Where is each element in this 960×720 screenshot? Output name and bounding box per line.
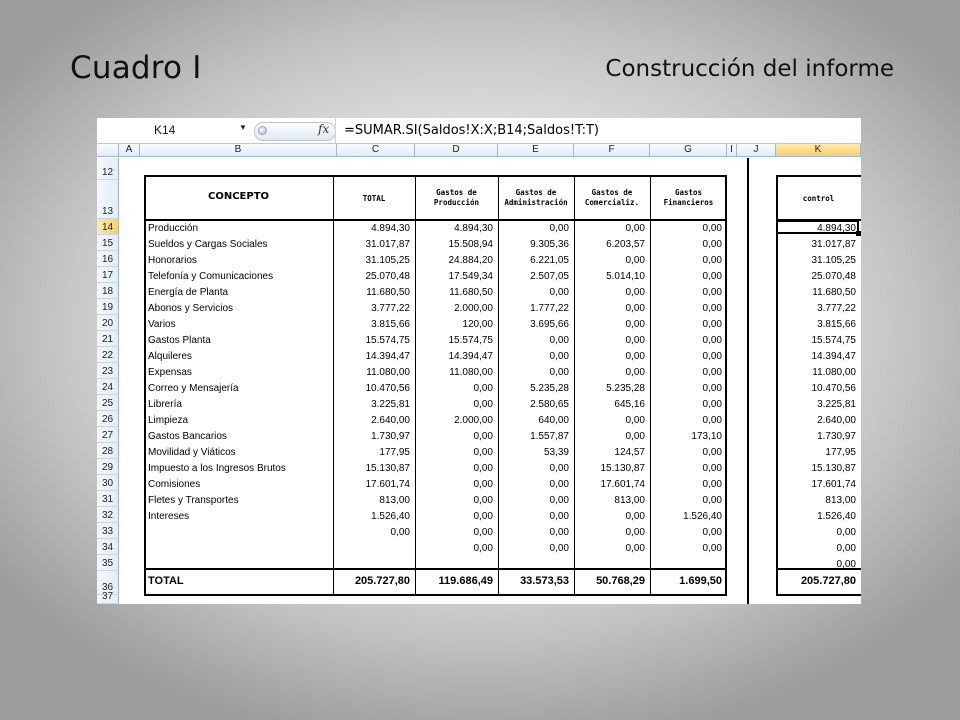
row-header-25[interactable] bbox=[97, 395, 119, 411]
row-number: 26 bbox=[101, 414, 114, 425]
table-cell-total: 3.777,22 bbox=[371, 303, 410, 314]
table-cell-financieros: 0,00 bbox=[702, 335, 722, 346]
table-cell-administracion: 0,00 bbox=[549, 463, 569, 474]
table-cell-produccion: 0,00 bbox=[473, 527, 493, 538]
table-cell-administracion: 0,00 bbox=[549, 223, 569, 234]
table-cell-financieros: 0,00 bbox=[702, 287, 722, 298]
row-header-28[interactable] bbox=[97, 443, 119, 459]
heading-line: Gastos de bbox=[591, 188, 633, 197]
row-header-26[interactable] bbox=[97, 411, 119, 427]
table-cell-produccion: 15.574,75 bbox=[448, 335, 493, 346]
row-header-29[interactable] bbox=[97, 459, 119, 475]
table-cell-total: 1.730,97 bbox=[371, 431, 410, 442]
table-cell-financieros: 0,00 bbox=[702, 319, 722, 330]
table-cell-administracion: 0,00 bbox=[549, 527, 569, 538]
table-cell-produccion: 0,00 bbox=[473, 463, 493, 474]
table-cell-comercializ: 6.203,57 bbox=[606, 239, 645, 250]
total-cell-comercializ: 50.768,29 bbox=[596, 575, 645, 587]
table-cell-comercializ: 0,00 bbox=[625, 255, 645, 266]
row-number: 20 bbox=[101, 318, 114, 329]
table-cell-produccion bbox=[415, 557, 493, 572]
table-cell-administracion: 2.580,65 bbox=[530, 399, 569, 410]
control-cell: 0,00 bbox=[836, 543, 856, 554]
table-cell-produccion: 24.884,20 bbox=[448, 255, 493, 266]
table-cell-concepto: Energía de Planta bbox=[148, 287, 229, 298]
table-cell-concepto: Limpieza bbox=[148, 415, 189, 426]
table-cell-financieros: 0,00 bbox=[702, 415, 722, 426]
control-cell: 11.680,50 bbox=[812, 287, 856, 298]
insert-function-icon[interactable]: fx bbox=[318, 122, 330, 136]
table-cell-concepto: Intereses bbox=[148, 511, 190, 522]
control-cell: 25.070,48 bbox=[811, 271, 856, 282]
table-cell-comercializ bbox=[574, 557, 645, 572]
row-header-14[interactable] bbox=[97, 219, 119, 235]
table-cell-concepto: Expensas bbox=[148, 367, 192, 378]
column-heading-administracion bbox=[498, 188, 574, 208]
table-cell-comercializ: 0,00 bbox=[625, 431, 645, 442]
table-cell-concepto: Librería bbox=[148, 399, 182, 410]
table-cell-concepto bbox=[148, 541, 331, 556]
control-cell: 3.225,81 bbox=[817, 399, 856, 410]
table-cell-comercializ: 17.601,74 bbox=[600, 479, 645, 490]
row-number: 27 bbox=[101, 430, 114, 441]
table-cell-financieros: 0,00 bbox=[702, 367, 722, 378]
table-cell-concepto: Sueldos y Cargas Sociales bbox=[148, 239, 268, 250]
row-number: 36 bbox=[101, 582, 114, 593]
table-cell-total: 813,00 bbox=[379, 495, 410, 506]
control-cell: 3.815,66 bbox=[817, 319, 856, 330]
column-header-g[interactable]: G bbox=[650, 144, 727, 157]
table-cell-total: 177,95 bbox=[379, 447, 410, 458]
table-cell-comercializ: 0,00 bbox=[625, 223, 645, 234]
column-header-f[interactable]: F bbox=[574, 144, 650, 157]
row-header-22[interactable] bbox=[97, 347, 119, 363]
control-cell: 3.777,22 bbox=[817, 303, 856, 314]
control-cell: 1.730,97 bbox=[817, 431, 856, 442]
column-header-e[interactable]: E bbox=[498, 144, 574, 157]
table-cell-total: 17.601,74 bbox=[365, 479, 410, 490]
table-cell-comercializ: 0,00 bbox=[625, 319, 645, 330]
table-cell-comercializ: 5.235,28 bbox=[606, 383, 645, 394]
table-cell-total: 3.225,81 bbox=[371, 399, 410, 410]
table-cell-total: 15.574,75 bbox=[365, 335, 410, 346]
table-cell-total: 14.394,47 bbox=[365, 351, 410, 362]
control-cell: 17.601,74 bbox=[811, 479, 856, 490]
row-number: 16 bbox=[101, 254, 114, 265]
column-header-c[interactable]: C bbox=[337, 144, 415, 157]
name-box[interactable] bbox=[99, 121, 249, 139]
row-number: 25 bbox=[101, 398, 114, 409]
row-number: 12 bbox=[101, 167, 114, 178]
table-cell-total: 11.680,50 bbox=[366, 287, 410, 298]
table-cell-financieros: 0,00 bbox=[702, 543, 722, 554]
table-cell-produccion: 120,00 bbox=[462, 319, 493, 330]
table-cell-produccion: 0,00 bbox=[473, 479, 493, 490]
table-cell-produccion: 11.080,00 bbox=[449, 367, 493, 378]
row-number: 19 bbox=[101, 302, 114, 313]
table-cell-comercializ: 0,00 bbox=[625, 303, 645, 314]
table-cell-comercializ: 645,16 bbox=[614, 399, 645, 410]
row-header-31[interactable] bbox=[97, 491, 119, 507]
table-cell-concepto: Impuesto a los Ingresos Brutos bbox=[148, 463, 286, 474]
chevron-down-icon[interactable]: ▼ bbox=[239, 123, 247, 132]
table-cell-produccion: 11.680,50 bbox=[449, 287, 493, 298]
heading-line: Administración bbox=[504, 198, 568, 207]
row-number: 29 bbox=[101, 462, 114, 473]
table-cell-concepto: Gastos Planta bbox=[148, 335, 211, 346]
table-cell-administracion: 9.305,36 bbox=[530, 239, 569, 250]
control-cell: 15.574,75 bbox=[811, 335, 856, 346]
table-cell-financieros: 0,00 bbox=[702, 271, 722, 282]
resize-knob-icon bbox=[258, 126, 267, 135]
table-cell-total: 4.894,30 bbox=[371, 223, 410, 234]
row-header-12[interactable] bbox=[97, 158, 119, 180]
column-header-i[interactable]: I bbox=[727, 144, 737, 157]
table-cell-comercializ: 0,00 bbox=[625, 351, 645, 362]
row-number: 28 bbox=[101, 446, 114, 457]
column-header-j[interactable]: J bbox=[737, 144, 776, 157]
row-header-35[interactable] bbox=[97, 555, 119, 571]
table-cell-produccion: 15.508,94 bbox=[448, 239, 493, 250]
table-cell-financieros: 0,00 bbox=[702, 303, 722, 314]
table-cell-financieros: 1.526,40 bbox=[683, 511, 722, 522]
table-cell-concepto: Telefonía y Comunicaciones bbox=[148, 271, 274, 282]
table-cell-concepto: Abonos y Servicios bbox=[148, 303, 234, 314]
heading-line: Gastos de bbox=[436, 188, 477, 197]
table-cell-administracion: 0,00 bbox=[549, 511, 569, 522]
table-cell-produccion: 0,00 bbox=[473, 383, 493, 394]
heading-line: Producción bbox=[433, 198, 480, 207]
table-cell-financieros: 0,00 bbox=[702, 351, 722, 362]
table-cell-comercializ: 0,00 bbox=[625, 367, 645, 378]
heading-line: Gastos bbox=[674, 188, 703, 197]
table-cell-total bbox=[333, 541, 410, 556]
heading-line: Comercializ. bbox=[584, 198, 640, 207]
table-cell-financieros: 0,00 bbox=[702, 255, 722, 266]
table-cell-administracion: 0,00 bbox=[549, 543, 569, 554]
table-cell-administracion: 5.235,28 bbox=[530, 383, 569, 394]
table-cell-total: 10.470,56 bbox=[365, 383, 410, 394]
table-cell-total: 31.017,87 bbox=[365, 239, 410, 250]
row-header-30[interactable] bbox=[97, 475, 119, 491]
table-cell-concepto: Gastos Bancarios bbox=[148, 431, 227, 442]
row-header-24[interactable] bbox=[97, 379, 119, 395]
table-cell-concepto: Movilidad y Viáticos bbox=[148, 447, 236, 458]
table-cell-produccion: 0,00 bbox=[473, 511, 493, 522]
table-cell-financieros: 0,00 bbox=[702, 527, 722, 538]
table-cell-administracion bbox=[498, 557, 569, 572]
row-number: 31 bbox=[101, 494, 114, 505]
row-header-27[interactable] bbox=[97, 427, 119, 443]
control-cell: 11.080,00 bbox=[812, 367, 856, 378]
row-header-15[interactable] bbox=[97, 235, 119, 251]
row-header-20[interactable] bbox=[97, 315, 119, 331]
column-header-d[interactable]: D bbox=[415, 144, 498, 157]
table-cell-comercializ: 15.130,87 bbox=[600, 463, 645, 474]
column-heading-concepto: CONCEPTO bbox=[207, 191, 270, 202]
table-cell-comercializ: 0,00 bbox=[625, 543, 645, 554]
table-cell-financieros: 0,00 bbox=[702, 239, 722, 250]
heading-line: Financieros bbox=[663, 198, 714, 207]
table-cell-administracion: 0,00 bbox=[549, 287, 569, 298]
row-number: 35 bbox=[101, 558, 114, 569]
table-cell-total: 15.130,87 bbox=[365, 463, 410, 474]
table-cell-financieros: 0,00 bbox=[702, 479, 722, 490]
table-cell-administracion: 0,00 bbox=[549, 351, 569, 362]
table-cell-concepto: Honorarios bbox=[148, 255, 197, 266]
table-cell-produccion: 0,00 bbox=[473, 447, 493, 458]
control-cell: 0,00 bbox=[836, 559, 856, 570]
table-cell-administracion: 1.777,22 bbox=[530, 303, 569, 314]
row-header-17[interactable] bbox=[97, 267, 119, 283]
table-cell-comercializ: 0,00 bbox=[625, 511, 645, 522]
table-cell-financieros bbox=[650, 557, 722, 572]
table-cell-produccion: 2.000,00 bbox=[454, 415, 493, 426]
table-cell-produccion: 0,00 bbox=[473, 399, 493, 410]
table-cell-administracion: 0,00 bbox=[549, 335, 569, 346]
table-cell-total: 11.080,00 bbox=[366, 367, 410, 378]
row-number: 34 bbox=[101, 542, 114, 553]
table-cell-financieros: 0,00 bbox=[702, 447, 722, 458]
table-cell-comercializ: 5.014,10 bbox=[606, 271, 645, 282]
row-number: 21 bbox=[101, 334, 114, 345]
select-all-corner[interactable] bbox=[97, 144, 119, 157]
table-cell-concepto: Correo y Mensajería bbox=[148, 383, 239, 394]
control-cell: 813,00 bbox=[825, 495, 856, 506]
table-cell-total: 0,00 bbox=[390, 527, 410, 538]
row-number: 24 bbox=[101, 382, 114, 393]
total-cell-produccion: 119.686,49 bbox=[438, 575, 493, 587]
total-cell-financieros: 1.699,50 bbox=[679, 575, 722, 587]
row-number: 14 bbox=[101, 222, 114, 233]
row-number: 15 bbox=[101, 238, 114, 249]
row-number: 33 bbox=[101, 526, 114, 537]
table-cell-comercializ: 0,00 bbox=[625, 335, 645, 346]
total-cell-total: 205.727,80 bbox=[354, 575, 410, 587]
table-cell-concepto: Fletes y Transportes bbox=[148, 495, 239, 506]
control-cell: 31.105,25 bbox=[811, 255, 856, 266]
heading-line: Gastos de bbox=[515, 188, 557, 197]
row-header-32[interactable] bbox=[97, 507, 119, 523]
row-header-19[interactable] bbox=[97, 299, 119, 315]
table-cell-produccion: 17.549,34 bbox=[448, 271, 493, 282]
table-cell-concepto: Producción bbox=[148, 223, 199, 234]
column-border-divider bbox=[747, 158, 749, 604]
table-cell-comercializ: 0,00 bbox=[625, 415, 645, 426]
row-number: 17 bbox=[101, 270, 114, 281]
slide-subtitle: Construcción del informe bbox=[605, 56, 894, 82]
table-cell-produccion: 0,00 bbox=[473, 495, 493, 506]
table-cell-produccion: 0,00 bbox=[473, 431, 493, 442]
table-cell-concepto: Varios bbox=[148, 319, 176, 330]
table-cell-total: 25.070,48 bbox=[365, 271, 410, 282]
formula-bar-divider bbox=[335, 118, 336, 143]
table-cell-financieros: 0,00 bbox=[702, 495, 722, 506]
control-cell: 1.526,40 bbox=[817, 511, 856, 522]
table-cell-comercializ: 124,57 bbox=[614, 447, 645, 458]
control-cell: 14.394,47 bbox=[811, 351, 856, 362]
control-cell: 4.894,30 bbox=[817, 223, 856, 234]
table-cell-concepto: Comisiones bbox=[148, 479, 201, 490]
table-cell-total: 31.105,25 bbox=[365, 255, 410, 266]
table-cell-financieros: 0,00 bbox=[702, 383, 722, 394]
formula-input[interactable]: =SUMAR.SI(Saldos!X:X;B14;Saldos!T:T) bbox=[344, 123, 599, 138]
table-cell-concepto bbox=[148, 557, 331, 572]
total-cell-administracion: 33.573,53 bbox=[520, 575, 569, 587]
table-cell-financieros: 0,00 bbox=[702, 223, 722, 234]
row-header-37[interactable] bbox=[97, 591, 119, 604]
table-cell-produccion: 14.394,47 bbox=[448, 351, 493, 362]
table-cell-administracion: 0,00 bbox=[549, 367, 569, 378]
table-cell-comercializ: 813,00 bbox=[614, 495, 645, 506]
row-header-23[interactable] bbox=[97, 363, 119, 379]
column-heading-comercializ bbox=[574, 188, 650, 208]
table-cell-concepto: Alquileres bbox=[148, 351, 192, 362]
row-number: 32 bbox=[101, 510, 114, 521]
column-heading-produccion bbox=[415, 188, 498, 208]
row-header-34[interactable] bbox=[97, 539, 119, 555]
slide-title: Cuadro I bbox=[70, 50, 202, 86]
table-cell-administracion: 6.221,05 bbox=[530, 255, 569, 266]
name-box-value: K14 bbox=[154, 123, 176, 137]
table-cell-produccion: 0,00 bbox=[473, 543, 493, 554]
table-cell-total: 3.815,66 bbox=[371, 319, 410, 330]
control-cell: 10.470,56 bbox=[811, 383, 856, 394]
row-header-33[interactable] bbox=[97, 523, 119, 539]
row-header-18[interactable] bbox=[97, 283, 119, 299]
table-cell-produccion: 4.894,30 bbox=[454, 223, 493, 234]
column-header-a[interactable]: A bbox=[119, 144, 140, 157]
table-cell-administracion: 1.557,87 bbox=[530, 431, 569, 442]
row-number: 37 bbox=[101, 591, 114, 602]
control-cell: 15.130,87 bbox=[811, 463, 856, 474]
table-cell-administracion: 640,00 bbox=[538, 415, 569, 426]
control-cell: 0,00 bbox=[836, 527, 856, 538]
control-cell: 31.017,87 bbox=[811, 239, 856, 250]
control-cell: 177,95 bbox=[825, 447, 856, 458]
table-cell-administracion: 0,00 bbox=[549, 479, 569, 490]
row-header-13[interactable] bbox=[97, 180, 119, 219]
column-heading-control: control bbox=[802, 194, 835, 203]
control-total-cell: 205.727,80 bbox=[800, 575, 856, 587]
table-cell-financieros: 173,10 bbox=[691, 431, 722, 442]
total-cell-concepto: TOTAL bbox=[148, 575, 184, 587]
table-cell-administracion: 3.695,66 bbox=[530, 319, 569, 330]
column-heading-total: TOTAL bbox=[362, 194, 386, 203]
table-cell-produccion: 2.000,00 bbox=[454, 303, 493, 314]
row-number: 23 bbox=[101, 366, 114, 377]
row-number: 30 bbox=[101, 478, 114, 489]
table-cell-administracion: 53,39 bbox=[543, 447, 569, 458]
table-cell-comercializ: 0,00 bbox=[625, 527, 645, 538]
row-number: 18 bbox=[101, 286, 114, 297]
row-number: 22 bbox=[101, 350, 114, 361]
table-cell-administracion: 0,00 bbox=[549, 495, 569, 506]
table-cell-total bbox=[333, 557, 410, 572]
row-number: 13 bbox=[101, 206, 114, 217]
column-heading-financieros bbox=[650, 188, 727, 208]
row-header-16[interactable] bbox=[97, 251, 119, 267]
row-header-21[interactable] bbox=[97, 331, 119, 347]
control-cell: 2.640,00 bbox=[817, 415, 856, 426]
table-cell-comercializ: 0,00 bbox=[625, 287, 645, 298]
table-cell-financieros: 0,00 bbox=[702, 463, 722, 474]
table-cell-total: 2.640,00 bbox=[371, 415, 410, 426]
formula-bar bbox=[97, 118, 861, 144]
table-cell-administracion: 2.507,05 bbox=[530, 271, 569, 282]
table-cell-concepto bbox=[148, 525, 331, 540]
table-cell-total: 1.526,40 bbox=[371, 511, 410, 522]
column-header-k[interactable]: K bbox=[776, 144, 861, 157]
column-header-b[interactable]: B bbox=[140, 144, 337, 157]
table-cell-financieros: 0,00 bbox=[702, 399, 722, 410]
spreadsheet-screenshot bbox=[97, 118, 861, 604]
